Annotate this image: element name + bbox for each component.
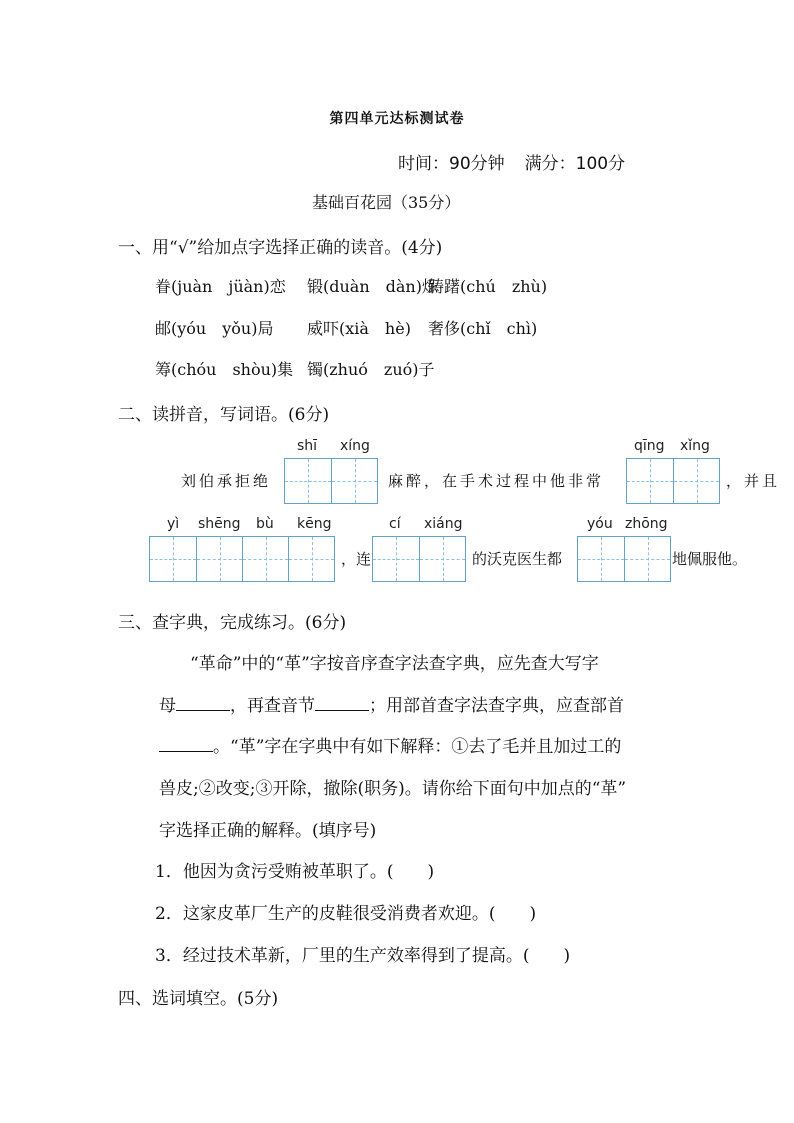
grid-cell[interactable]: [627, 459, 673, 503]
answer-grid-2[interactable]: [372, 536, 466, 582]
exam-time: 时间：90分钟: [398, 154, 505, 174]
q2-heading: 二、读拼音，写词语。(6分): [118, 405, 330, 425]
exam-meta: [398, 149, 645, 174]
q2-text: 的沃克医生都: [472, 550, 563, 568]
q1-item: 筹(chóu shòu)集: [155, 360, 294, 379]
pinyin: cí: [389, 516, 401, 532]
page-title: 第四单元达标测试卷: [329, 111, 465, 127]
pinyin: yì: [167, 516, 180, 532]
q2-text: ，并且: [726, 472, 781, 490]
q1-item: 邮(yóu yǒu)局: [155, 319, 274, 338]
grid-cell[interactable]: [373, 537, 419, 581]
q3-text: ，再查音节: [230, 696, 315, 716]
q1-item: 威吓(xià hè): [307, 319, 411, 338]
pinyin: shī: [297, 438, 318, 454]
pinyin: qīng: [634, 438, 665, 454]
answer-grid-2[interactable]: [577, 536, 671, 582]
q4-heading: 四、选词填空。(5分): [118, 989, 279, 1009]
answer-blank[interactable]: [159, 737, 213, 752]
q3-text: 。“革”字在字典中有如下解释：①去了毛并且加过工的: [213, 737, 622, 757]
q2-text: 麻醉，在手术过程中他非常: [388, 472, 605, 490]
q3-item: 2．这家皮革厂生产的皮鞋很受消费者欢迎。( ): [155, 904, 537, 924]
q1-item: 镯(zhuó zuó)子: [307, 360, 435, 379]
q3-item: 3．经过技术革新，厂里的生产效率得到了提高。( ): [155, 946, 571, 966]
grid-cell[interactable]: [624, 537, 670, 581]
grid-cell[interactable]: [673, 459, 719, 503]
pinyin: xǐng: [680, 438, 710, 454]
q1-item: 锻(duàn dàn)炼: [307, 277, 438, 296]
q3-text: 母: [159, 696, 176, 716]
q2-text: ，连: [341, 550, 372, 568]
pinyin: shēng: [198, 516, 241, 532]
answer-grid-2[interactable]: [284, 458, 378, 504]
q3-para-line: 字选择正确的解释。(填序号): [159, 821, 377, 841]
section-title: 基础百花园（35分）: [312, 193, 461, 212]
q3-para-line: “革命”中的“革”字按音序查字法查字典，应先查大写字: [190, 654, 599, 674]
q1-heading: 一、用“√”给加点字选择正确的读音。(4分): [118, 238, 443, 258]
grid-cell[interactable]: [242, 537, 288, 581]
answer-blank[interactable]: [315, 696, 369, 711]
answer-grid-2[interactable]: [626, 458, 720, 504]
grid-cell[interactable]: [331, 459, 377, 503]
q2-text: 地佩服他。: [672, 550, 748, 568]
grid-cell[interactable]: [419, 537, 465, 581]
grid-cell[interactable]: [578, 537, 624, 581]
pinyin: zhōng: [625, 516, 668, 532]
q3-item: 1．他因为贪污受贿被革职了。( ): [155, 862, 435, 882]
q3-para-line: [159, 732, 621, 757]
pinyin: yóu: [587, 516, 613, 532]
answer-blank[interactable]: [176, 696, 230, 711]
q3-para-line: [159, 691, 624, 716]
q1-row-2: [155, 316, 537, 339]
q1-item: 眷(juàn jüàn)恋: [155, 277, 286, 296]
exam-score: 满分：100分: [524, 154, 626, 174]
q1-item: 奢侈(chǐ chì): [428, 319, 538, 338]
grid-cell[interactable]: [196, 537, 242, 581]
q3-heading: 三、查字典，完成练习。(6分): [118, 613, 347, 633]
q1-row-1: [155, 274, 547, 297]
pinyin: xíng: [340, 438, 370, 454]
q2-text: 刘伯承拒绝: [181, 472, 272, 490]
grid-cell[interactable]: [150, 537, 196, 581]
grid-cell[interactable]: [285, 459, 331, 503]
answer-grid-4[interactable]: [149, 536, 335, 582]
pinyin: kēng: [297, 516, 332, 532]
q1-row-3: [155, 357, 435, 380]
q3-para-line: 兽皮;②改变;③开除，撤除(职务)。请你给下面句中加点的“革”: [159, 779, 627, 799]
pinyin: bù: [256, 516, 274, 532]
pinyin: xiáng: [424, 516, 463, 532]
grid-cell[interactable]: [288, 537, 334, 581]
q3-text: ；用部首查字法查字典，应查部首: [369, 696, 624, 716]
q1-item: 踌躇(chú zhù): [428, 277, 548, 296]
